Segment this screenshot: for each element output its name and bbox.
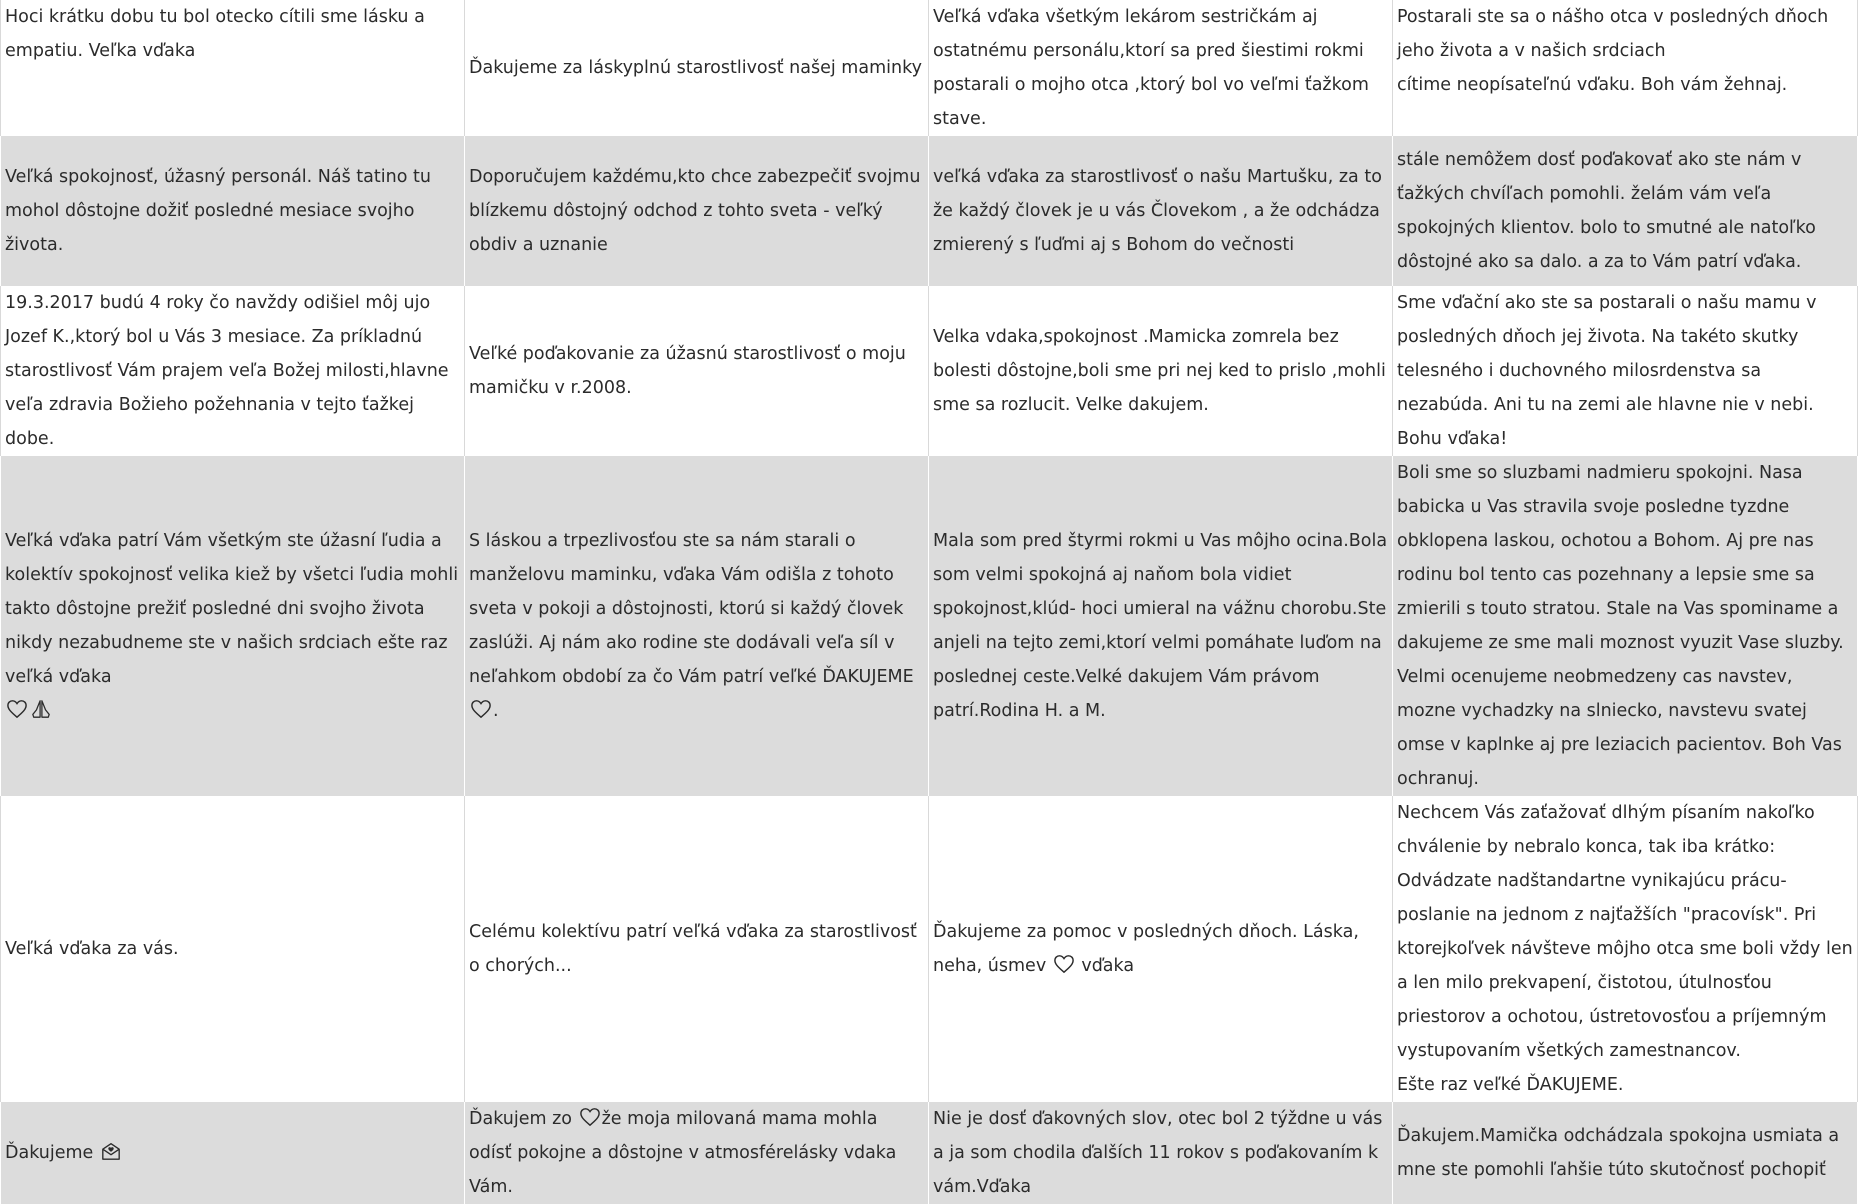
testimonial-text: vďaka [1081,956,1135,976]
testimonial-text: Veľká vďaka za vás. [5,939,179,959]
table-cell [465,286,929,456]
table-cell [465,456,929,796]
testimonial-text: Ďakujeme za pomoc v posledných dňoch. Láska, neha, úsmev [933,922,1359,976]
table-cell [1,1102,465,1204]
table-row [1,286,1858,456]
testimonial-text: Ďakujeme [5,1143,94,1163]
table-cell [465,136,929,286]
table-cell [929,136,1393,286]
table-cell [929,0,1393,136]
testimonial-text: Velka vdaka,spokojnost .Mamicka zomrela bez bolesti dôstojne,boli sme pri nej ked to prislo ,mohli sme sa rozlucit. Velke dakujem. [933,327,1386,415]
testimonial-text: Veľká spokojnosť, úžasný personál. Náš tatino tu mohol dôstojne dožiť posledné mesiace svojho života. [5,167,431,255]
table-cell [1,0,465,136]
table-cell [1393,286,1858,456]
table-cell [465,1102,929,1204]
table-row [1,456,1858,796]
table-cell [1,136,465,286]
table-cell [929,456,1393,796]
table-cell [1393,136,1858,286]
testimonial-text: S láskou a trpezlivosťou ste sa nám starali o manželovu maminku, vďaka Vám odišla z tohoto sveta v pokoji a dôstojnosti, ktorú si každý človek zaslúži. Aj nám ako rodine ste dodávali veľa síl v neľahkom období za čo Vám patrí veľké ĎAKUJEME [469,531,914,687]
table-row [1,796,1858,1102]
testimonial-text: Hoci krátku dobu tu bol otecko cítili sme lásku a empatiu. Veľka vďaka [5,7,425,61]
testimonial-text: že moja milovaná mama mohla odísť pokojne a dôstojne v atmosférelásky vdaka Vám. [469,1109,897,1197]
testimonial-text: Mala som pred štyrmi rokmi u Vas môjho ocina.Bola som velmi spokojná aj naňom bola vidiet spokojnost,klúd- hoci umieral na vážnu chorobu.Ste anjeli na tejto zemi,ktorí velmi pomáhate luďom na poslednej ceste.Velké dakujem Vám právom patrí.Rodina H. a M. [933,531,1388,721]
table-cell [1,286,465,456]
table-row [1,0,1858,136]
testimonial-text: Veľká vďaka všetkým lekárom sestričkám aj ostatnému personálu,ktorí sa pred šiestimi rokmi postarali o mojho otca ,ktorý bol vo veľmi ťažkom stave. [933,7,1369,129]
testimonial-text: Ďakujem.Mamička odchádzala spokojna usmiata a mne ste pomohli ľahšie túto skutočnosť pochopiť [1397,1126,1840,1180]
table-cell [929,286,1393,456]
heart-icon [470,699,492,719]
heart-icon [1053,954,1075,974]
table-cell [1,456,465,796]
testimonial-text: cítime neopísateľnú vďaku. Boh vám žehnaj. [1397,75,1788,95]
table-cell [1393,0,1858,136]
table-cell [465,796,929,1102]
testimonial-text: Nechcem Vás zaťažovať dlhým písaním nakoľko chválenie by nebralo konca, tak iba krátko: [1397,803,1815,857]
testimonial-text: Odvádzate nadštandartne vynikajúcu prácu-poslanie na jednom z najťažších "pracovísk". Pri ktorejkoľvek návšteve môjho otca sme boli vždy len a len milo prekvapení, čistotou, útulnosťou priestorov a ochotou, ústretovosťou a príjemným vystupovaním všetkých zamestnancov. [1397,871,1853,1061]
table-cell [1,796,465,1102]
table-cell [1393,796,1858,1102]
testimonial-text: . [493,701,499,721]
testimonial-text: Ešte raz veľké ĎAKUJEME. [1397,1075,1624,1095]
envelope-heart-icon [100,1141,122,1161]
testimonial-text: Postarali ste sa o nášho otca v posledných dňoch jeho života a v našich srdciach [1397,7,1829,61]
heart-icon [6,699,28,719]
praying-hands-icon [30,699,52,719]
table-row [1,1102,1858,1204]
testimonial-text: Veľké poďakovanie za úžasnú starostlivosť o moju mamičku v r.2008. [469,344,906,398]
testimonial-text: Boli sme so sluzbami nadmieru spokojni. Nasa babicka u Vas stravila svoje posledne tyzdne obklopena laskou, ochotou a Bohom. Aj pre nas rodinu bol tento cas pozehnany a lepsie sme sa zmierili s touto stratou. Stale na Vas spominame a dakujeme ze sme mali moznost vyuzit Vase sluzby. Velmi ocenujeme neobmedzeny cas navstev, mozne vychadzky na slniecko, navstevu svatej omse v kaplnke aj pre leziacich pacientov. Boh Vas ochranuj. [1397,463,1844,789]
testimonial-text: Veľká vďaka patrí Vám všetkým ste úžasní ľudia a kolektív spokojnosť velika kiež by všetci ľudia mohli takto dôstojne prežiť posledné dni svojho života nikdy nezabudneme ste v našich srdciach ešte raz veľká vďaka [5,531,459,687]
heart-icon [579,1107,601,1127]
table-cell [929,1102,1393,1204]
table-cell [929,796,1393,1102]
testimonial-text: Nie je dosť ďakovných slov, otec bol 2 týždne u vás a ja som chodila ďalších 11 rokov s poďakovaním k vám.Vďaka [933,1109,1383,1197]
testimonial-text: Ďakujeme za láskyplnú starostlivosť našej maminky [469,58,922,78]
testimonial-text: Sme vďační ako ste sa postarali o našu mamu v posledných dňoch jej života. Na takéto skutky telesného i duchovného milosrdenstva sa nezabúda. Ani tu na zemi ale hlavne nie v nebi. Bohu vďaka! [1397,293,1817,449]
testimonial-text: stále nemôžem dosť poďakovať ako ste nám v ťažkých chvíľach pomohli. želám vám veľa spokojných klientov. bolo to smutné ale natoľko dôstojné ako sa dalo. a za to Vám patrí vďaka. [1397,150,1816,272]
table-cell [465,0,929,136]
table-cell [1393,1102,1858,1204]
testimonial-text: Celému kolektívu patrí veľká vďaka za starostlivosť o chorých... [469,922,917,976]
table-cell [1393,456,1858,796]
testimonial-text: Ďakujem zo [469,1109,573,1129]
testimonial-text: veľká vďaka za starostlivosť o našu Martušku, za to že každý človek je u vás Človekom , a že odchádza zmierený s ľuďmi aj s Bohom do večnosti [933,167,1382,255]
table-row [1,136,1858,286]
testimonial-text: Doporučujem každému,kto chce zabezpečiť svojmu blízkemu dôstojný odchod z tohto sveta - veľký obdiv a uznanie [469,167,921,255]
testimonial-text: 19.3.2017 budú 4 roky čo navždy odišiel môj ujo Jozef K.,ktorý bol u Vás 3 mesiace. Za príkladnú starostlivosť Vám prajem veľa Božej milosti,hlavne veľa zdravia Božieho požehnania v tejto ťažkej dobe. [5,293,449,449]
